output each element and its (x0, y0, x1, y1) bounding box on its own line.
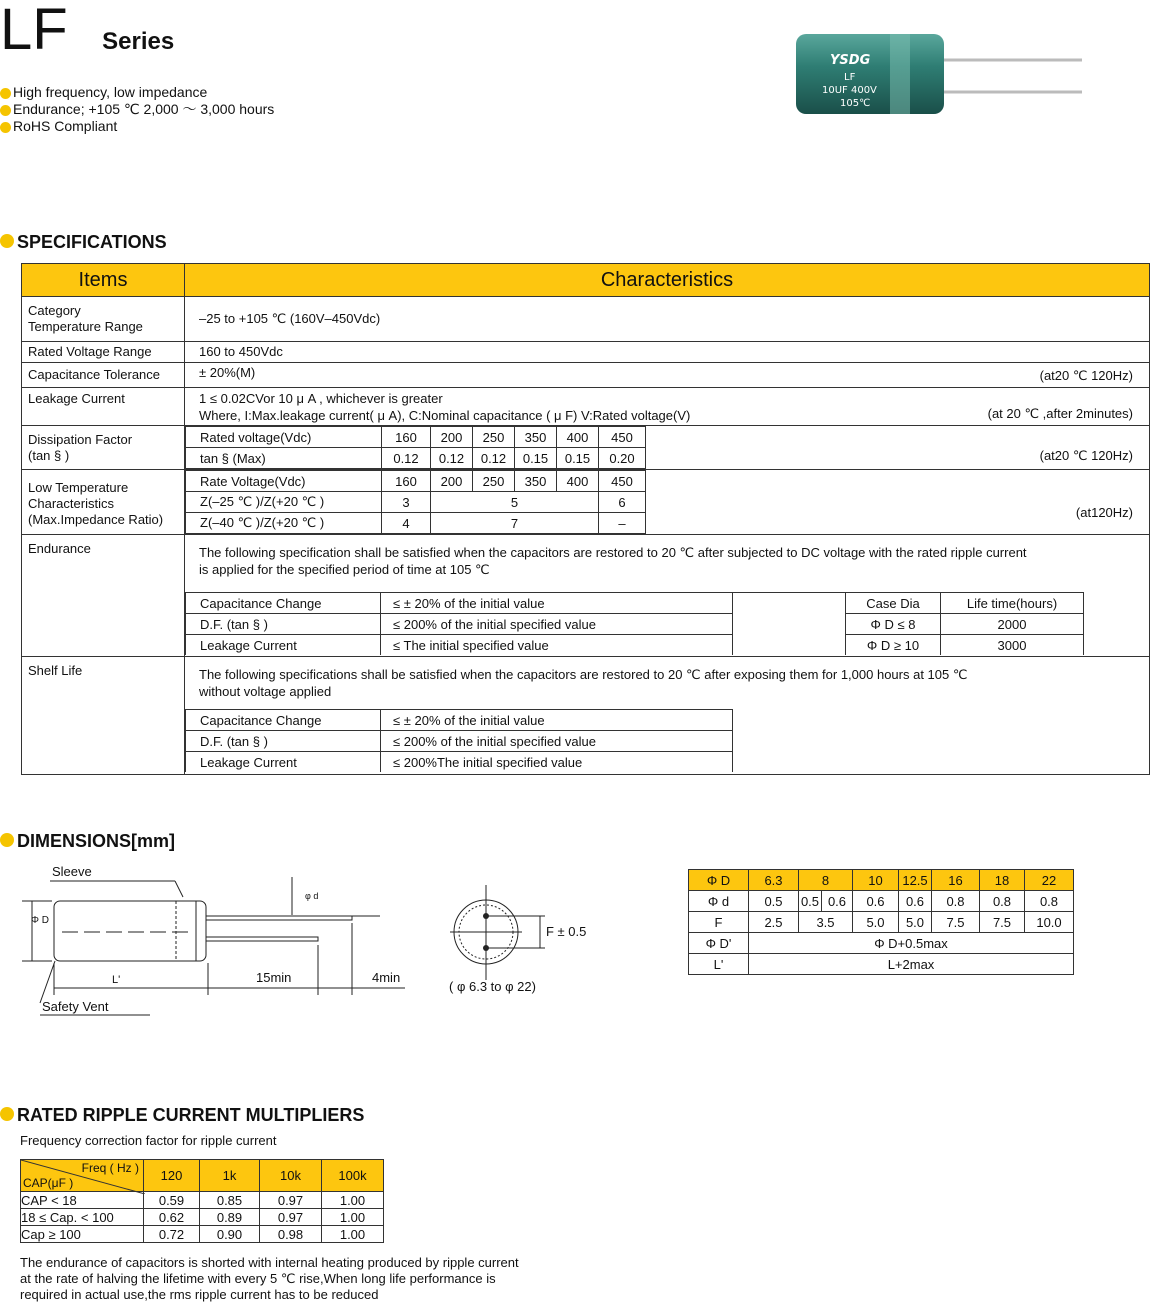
col-items: Items (22, 264, 185, 297)
series-title (0, 0, 175, 62)
bullet-icon (0, 105, 11, 116)
svg-text:15min: 15min (256, 970, 292, 985)
cell-value: ± 20%(M) (199, 365, 256, 380)
row-label: Endurance (22, 535, 185, 657)
row-label: Category Temperature Range (22, 297, 185, 342)
row-label: Capacitance Tolerance (22, 363, 185, 388)
svg-text:LF: LF (844, 72, 856, 83)
row-label: Leakage Current (22, 388, 185, 426)
shelf-table: Capacitance Change ≤ ± 20% of the initial value D.F. (tan § ) ≤ 200% of the initial specified value Leakage Current ≤ 200%The initial specified value (185, 709, 733, 772)
bullet-icon (0, 1107, 14, 1121)
specifications-table: Items Characteristics Category Temperature Range –25 to +105 ℃ (160V–450Vdc) Rated Voltage Range 160 to 450Vdc Capacitance Tolerance ± 20%(M) (at20 ℃ 120Hz) Leakage Current 1 ≤ 0.02CVor 10 μ A , whichever is greater Where, I:Max.leakage current( μ A), C:Nominal capacitance ( μ F) V:Rated voltage(V) (at 20 ℃ ,after 2minutes) Dissipation Factor (tan § ) Rated voltage(Vdc) 160 200 250 350 400 450 tan § (Max) 0.12 0.12 0.12 0.15 0.15 0.20 (at20 ℃ 120Hz) Low Temperature Characteristics (Max.Impedance Ratio) Rate Voltage(Vdc) 160 200 250 350 400 450 Z(–25 ℃ )/Z(+20 ℃ ) 3 5 6 Z(–40 ℃ )/Z(+20 ℃ ) 4 7 – (at120Hz) Endurance The following specification shall be satisfied when the capacitors are restored to 20 ℃ after subjected to DC voltage with the rated ripple current is applied for the specified period of time at 105 ℃ Capacitance Change ≤ ± 20% of the initial value Case Dia Life time(hours) D.F. (tan § ) ≤ 200% of the initial specified value Φ D ≤ 8 2000 Leakage Current ≤ The initial specified value Φ D ≥ 10 3000 Shelf Life The following specifications shall be satisfied when the capacitors are restored to 20 ℃ after exposing them for 1,000 hours at 105 ℃ without voltage applied Capacitance Change ≤ ± 20% of the initial value D.F. (tan § ) ≤ 200% of the initial specified value Leakage Current ≤ 200%The initial specified value (21, 263, 1150, 775)
capacitor-image (790, 30, 1090, 120)
cell-value: 160 to 450Vdc (199, 344, 283, 359)
cell-value: –25 to +105 ℃ (160V–450Vdc) (199, 311, 381, 326)
svg-text:Φ D: Φ D (31, 915, 49, 926)
series-code: LF (0, 0, 68, 62)
condition-note: (at20 ℃ 120Hz) (1039, 368, 1133, 383)
ripple-table: Freq ( Hz ) CAP(μF ) 120 1k 10k 100k CAP < 18 0.59 0.85 0.97 1.00 18 ≤ Cap. < 100 0.62 0.89 0.97 1.00 Cap ≥ 100 0.72 0.90 0.98 1.00 (20, 1159, 384, 1243)
bullet-icon (0, 88, 11, 99)
dimensions-table: Φ D 6.3 8 10 12.5 16 18 22 Φ d 0.5 0.5 0.6 0.6 0.6 0.8 0.8 0.8 F 2.5 3.5 5.0 5.0 7.5 7.5 10.0 Φ D' Φ D+0.5max L' L+2max (688, 869, 1074, 975)
low-temp-table: Rate Voltage(Vdc) 160 200 250 350 400 450 Z(–25 ℃ )/Z(+20 ℃ ) 3 5 6 Z(–40 ℃ )/Z(+20 ℃ ) 4 7 – (185, 470, 646, 534)
cell-value: Where, I:Max.leakage current( μ A), C:Nominal capacitance ( μ F) V:Rated voltage(V) (199, 408, 691, 423)
section-title-specifications: SPECIFICATIONS (0, 232, 167, 253)
section-title-dimensions: DIMENSIONS[mm] (0, 831, 175, 852)
svg-text:4min: 4min (372, 970, 401, 985)
feature-item: Endurance; +105 ℃ 2,000 ～ 3,000 hours (0, 101, 274, 118)
section-title-ripple: RATED RIPPLE CURRENT MULTIPLIERS (0, 1105, 364, 1126)
condition-note: (at20 ℃ 120Hz) (1039, 448, 1133, 463)
row-label: Rated Voltage Range (22, 342, 185, 363)
svg-text:Sleeve: Sleeve (52, 864, 92, 879)
df-table: Rated voltage(Vdc) 160 200 250 350 400 450 tan § (Max) 0.12 0.12 0.12 0.15 0.15 0.20 (185, 426, 646, 469)
series-word: Series (102, 28, 175, 55)
bullet-icon (0, 122, 11, 133)
cell-value: 1 ≤ 0.02CVor 10 μ A , whichever is greater (199, 391, 443, 406)
feature-list (0, 84, 274, 135)
svg-text:( φ 6.3 to φ 22): ( φ 6.3 to φ 22) (449, 979, 536, 994)
feature-item: RoHS Compliant (0, 118, 274, 135)
ripple-note: The endurance of capacitors is shorted with internal heating produced by ripple current at the rate of halving the lifetime with every 5 ℃ rise,When long life performance is required in actual use,the rms ripple current has to be reduced (20, 1255, 519, 1302)
bullet-icon (0, 833, 14, 847)
ripple-subtitle: Frequency correction factor for ripple current (20, 1133, 277, 1148)
capacitor-brand: YSDG (830, 53, 871, 68)
col-characteristics: Characteristics (185, 264, 1150, 297)
row-label: Shelf Life (22, 657, 185, 775)
svg-text:φ d: φ d (305, 891, 319, 901)
svg-text:Safety Vent: Safety Vent (42, 999, 109, 1014)
row-label: Low Temperature Characteristics (Max.Impedance Ratio) (22, 470, 185, 535)
svg-text:L': L' (112, 974, 121, 986)
condition-note: (at120Hz) (1075, 505, 1133, 520)
svg-text:105℃: 105℃ (840, 98, 871, 109)
row-label: Dissipation Factor (tan § ) (22, 426, 185, 470)
dimension-drawing (0, 855, 600, 1020)
condition-note: (at 20 ℃ ,after 2minutes) (987, 406, 1133, 421)
endurance-table: Capacitance Change ≤ ± 20% of the initial value Case Dia Life time(hours) D.F. (tan § ) ≤ 200% of the initial specified value Φ D ≤ 8 2000 Leakage Current ≤ The initial specified value Φ D ≥ 10 3000 (185, 592, 1084, 655)
svg-text:F ± 0.5: F ± 0.5 (546, 924, 587, 939)
svg-text:10UF 400V: 10UF 400V (822, 85, 877, 96)
feature-item: High frequency, low impedance (0, 84, 274, 101)
bullet-icon (0, 234, 14, 248)
